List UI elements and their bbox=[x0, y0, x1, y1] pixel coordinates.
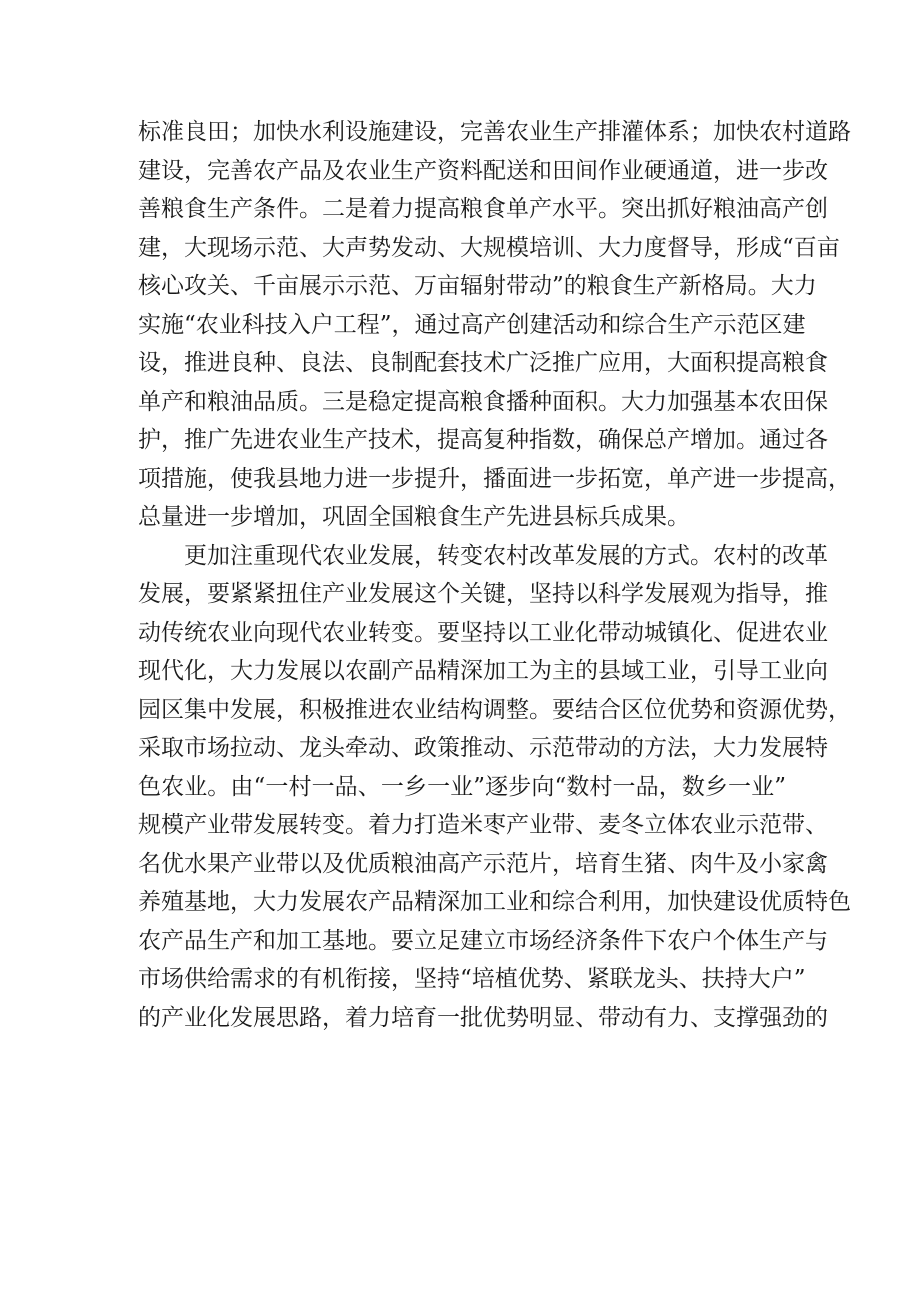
text-line: 总量进一步增加，巩固全国粮食生产先进县标兵成果。 bbox=[138, 504, 690, 530]
paragraph-2 bbox=[138, 537, 851, 1038]
text-line: 发展，要紧紧扭住产业发展这个关键，坚持以科学发展观为指导，推 bbox=[138, 581, 828, 607]
text-line: 园区集中发展，积极推进农业结构调整。要结合区位优势和资源优势， bbox=[138, 696, 851, 723]
text-line: 农产品生产和加工基地。要立足建立市场经济条件下农户个体生产与 bbox=[138, 927, 828, 954]
text-line: 核心攻关、千亩展示示范、万亩辐射带动”的粮食生产新格局。大力 bbox=[138, 273, 817, 299]
text-line: 市场供给需求的有机衔接，坚持“培植优势、紧联龙头、扶持大户” bbox=[138, 966, 806, 992]
text-line: 规模产业带发展转变。着力打造米枣产业带、麦冬立体农业示范带、 bbox=[138, 812, 828, 838]
text-line: 色农业。由“一村一品、一乡一业”逐步向“数村一品，数乡一业” bbox=[138, 773, 786, 800]
paragraph-1 bbox=[138, 113, 851, 537]
text-line: 护，推广先进农业生产技术，提高复种指数，确保总产增加。通过各 bbox=[138, 427, 828, 453]
body-text bbox=[138, 113, 851, 1037]
text-line: 标准良田；加快水利设施建设，完善农业生产排灌体系；加快农村道路 bbox=[138, 119, 851, 145]
text-line: 现代化，大力发展以农副产品精深加工为主的县域工业，引导工业向 bbox=[138, 658, 828, 684]
text-line: 项措施，使我县地力进一步提升，播面进一步拓宽，单产进一步提高， bbox=[138, 465, 851, 492]
text-line: 设，推进良种、良法、良制配套技术广泛推广应用，大面积提高粮食 bbox=[138, 350, 828, 376]
text-line: 名优水果产业带以及优质粮油高产示范片，培育生猪、肉牛及小家禽 bbox=[138, 850, 828, 877]
text-line: 的产业化发展思路，着力培育一批优势明显、带动有力、支撑强劲的 bbox=[138, 1004, 828, 1031]
text-line: 实施“农业科技入户工程”，通过高产创建活动和综合生产示范区建 bbox=[138, 311, 806, 338]
text-line: 养殖基地，大力发展农产品精深加工业和综合利用，加快建设优质特色 bbox=[138, 889, 851, 915]
text-line: 更加注重现代农业发展，转变农村改革发展的方式。农村的改革 bbox=[184, 542, 828, 569]
text-line: 善粮食生产条件。二是着力提高粮食单产水平。突出抓好粮油高产创 bbox=[138, 196, 828, 222]
text-line: 动传统农业向现代农业转变。要坚持以工业化带动城镇化、促进农业 bbox=[138, 619, 828, 646]
text-line: 建设，完善农产品及农业生产资料配送和田间作业硬通道，进一步改 bbox=[138, 157, 828, 184]
text-line: 单产和粮油品质。三是稳定提高粮食播种面积。大力加强基本农田保 bbox=[138, 388, 828, 415]
text-line: 建，大现场示范、大声势发动、大规模培训、大力度督导，形成“百亩 bbox=[138, 234, 840, 261]
text-line: 采取市场拉动、龙头牵动、政策推动、示范带动的方法，大力发展特 bbox=[138, 735, 828, 761]
